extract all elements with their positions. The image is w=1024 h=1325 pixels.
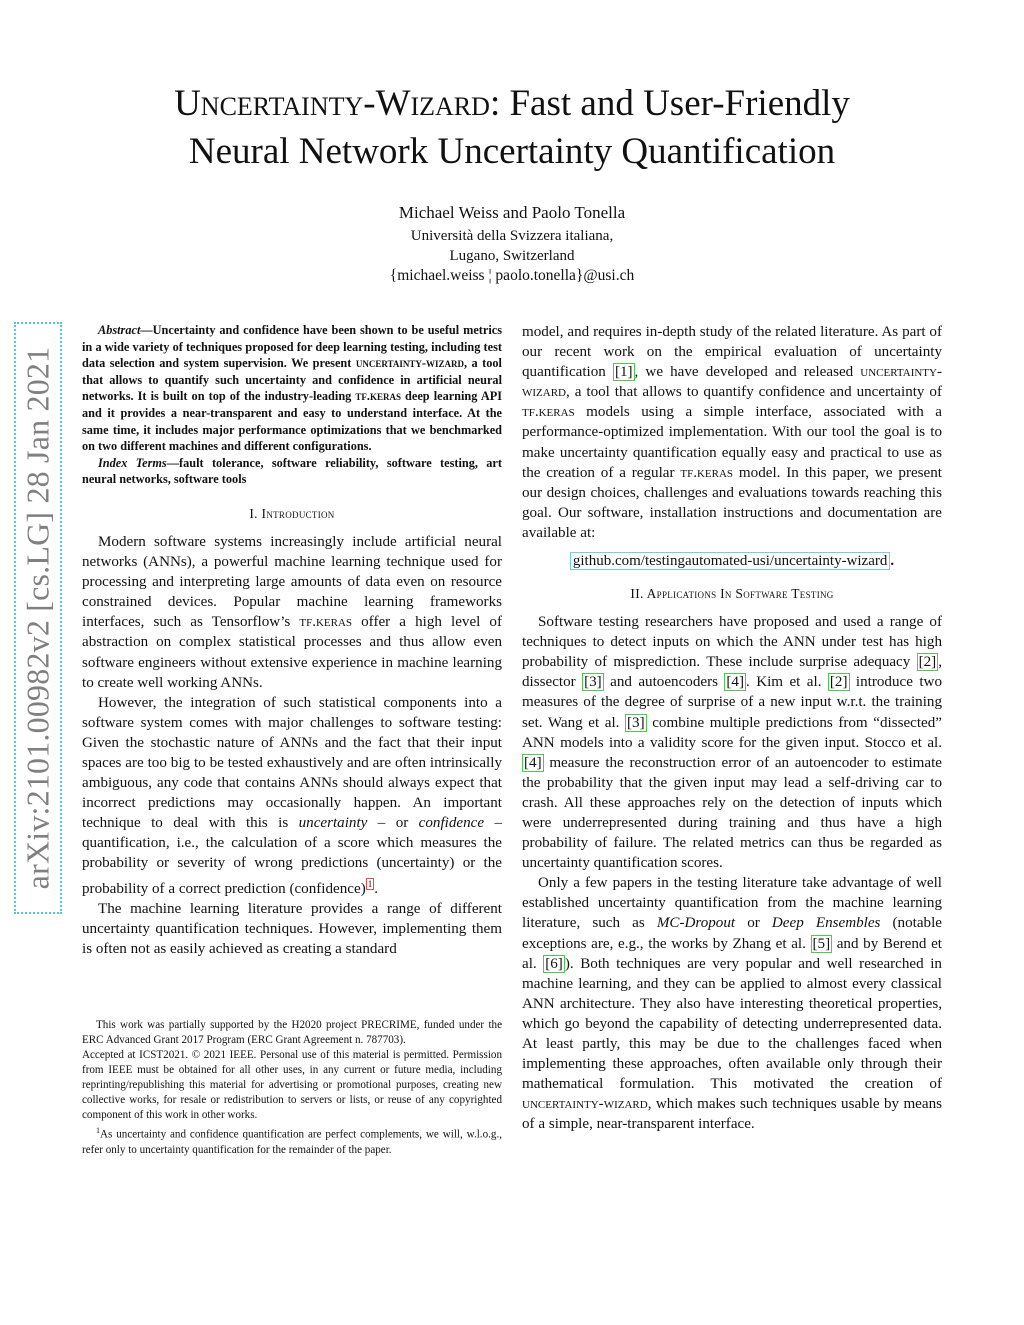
title-line2: Neural Network Uncertainty Quantification: [188, 131, 836, 172]
citation-link[interactable]: [1]: [614, 364, 633, 381]
title-tool-name: Uncertainty-Wizard: [174, 83, 490, 124]
affiliation-emails: {michael.weiss ¦ paolo.tonella}@usi.ch: [389, 267, 635, 284]
citation-link[interactable]: [4]: [524, 754, 542, 771]
citation-link[interactable]: [5]: [812, 935, 831, 952]
abstract: Abstract—Uncertainty and confidence have been shown to be useful metrics in a wide variety of techniques proposed for deep learning testing, including test data selection and system supervision. We present uncertainty-wizard, a tool that allows to quantify such uncertainty and confidence in artificial neural networks. It is built on top of the industry-leading tf.keras deep learning API and it provides a near-transparent and easy to understand interface. At the same time, it includes major performance optimizations that we benchmarked on two different machines and different configurations.: [82, 323, 502, 454]
citation-link[interactable]: [6]: [545, 955, 563, 972]
title-rest: : Fast and User-Friendly: [489, 83, 850, 124]
authors: Michael Weiss and Paolo Tonella: [398, 203, 626, 222]
index-terms-label: Index Terms: [98, 455, 167, 470]
section-heading-introduction: I. Introduction: [249, 505, 335, 521]
citation-link[interactable]: [2]: [918, 654, 937, 671]
intro-paragraph-2: However, the integration of such statistical components into a software system comes with major challenges to software testing: Given the stochastic nature of ANNs and the fact that their input spaces are too big to be tested exhaustively and are often intrinsically ambiguous, any code that contains ANNs should always expect that incorrect predictions may occasionally happen. An important technique to deal with this is uncertainty – or confidence – quantification, i.e., the calculation of a score which measures the probability or severity of wrong predictions (uncertainty) or the probability of a correct prediction (confidence) $^1$ .: [82, 694, 502, 897]
citation-link[interactable]: [3]: [584, 674, 602, 691]
applications-paragraph-1: Software testing researchers have proposed and used a range of techniques to detect inputs on which the ANN under test has high probability of misprediction. These include surprise adequacy [2] , dissector [3] and autoencoders [4] . Kim et al. [2] introduce two measures of the degree of surprise of a new input w.r.t. the training set. Wang et al. [3] combine multiple predictions from “dissected” ANN models into a validity score for the given input. Stocco et al. [4] measure the reconstruction error of an autoencoder to estimate the probability that the given input may lead a self-driving car to crash. All these approaches rely on the detection of inputs which were underrepresented during training and thus have a high probability of failure. The related metrics can thus be regarded as uncertainty quantification scores.: [522, 614, 942, 872]
footnotes: [82, 1018, 502, 1158]
copyright-note: Accepted at ICST2021. © 2021 IEEE. Personal use of this material is permitted. Permission from IEEE must be obtained for all other uses, in any current or future media, including reprinting/republishing this material for advertising or promotional purposes, creating new collective works, for resale or redistribution to servers or lists, or reuse of any copyrighted component of this work in other works.: [82, 1049, 502, 1121]
intro-paragraph-3-cont: model, and requires in-depth study of the related literature. As part of our recent work on the empirical evaluation of uncertainty quantification [1] , we have developed and released uncertainty-wizard, a tool that allows to quantify confidence and uncertainty of tf.keras models using a simple interface, associated with a performance-optimized implementation. With our tool the goal is to make uncertainty quantification equally easy and practical to use as the creation of a regular tf.keras model. In this paper, we present our design choices, challenges and evaluations towards reaching this goal. Our software, installation instructions and documentation are available at:: [522, 324, 942, 541]
github-repo-link[interactable]: github.com/testingautomated-usi/uncertainty-wizard: [570, 552, 891, 570]
citation-link[interactable]: [2]: [829, 674, 848, 691]
arxiv-id: arXiv:2101.00982v2 [cs.LG] 28 Jan 2021: [19, 346, 56, 890]
paper-title: [0, 80, 1024, 176]
affiliation-university: Università della Svizzera italiana,: [410, 228, 614, 244]
intro-paragraph-3: The machine learning literature provides a range of different uncertainty quantification techniques. However, implementing them is often not as easily achieved as creating a standard: [82, 900, 502, 957]
repo-link-line: github.com/testingautomated-usi/uncertainty-wizard .: [522, 553, 942, 570]
citation-link[interactable]: [4]: [726, 674, 745, 691]
index-terms: Index Terms—fault tolerance, software reliability, software testing, art neural networks, software tools: [82, 455, 502, 487]
applications-paragraph-2: Only a few papers in the testing literature take advantage of well established uncertainty quantification from the machine learning literature, such as MC-Dropout or Deep Ensembles (notable exceptions are, e.g., the works by Zhang et al. [5] and by Berend et al. [6] ). Both techniques are very popular and well researched in machine learning, and they can be applied to almost every classical ANN architecture. They also have interesting theoretical properties, which go beyond the capability of detecting underrepresented data. At least partly, this may be due to the challenges faced when implementing these approaches, often available only through their mathematical formulation. This motivated the creation of uncertainty-wizard, which makes such techniques usable by means of a simple, near-transparent interface.: [522, 875, 942, 1133]
affiliation-city: Lugano, Switzerland: [449, 248, 575, 264]
intro-paragraph-1: Modern software systems increasingly include artificial neural networks (ANNs), a powerful machine learning technique used for processing and interpreting large amounts of data even on resource constrained devices. Popular machine learning frameworks interfaces, such as Tensorflow’s tf.keras offer a high level of abstraction on complex statistical processes and thus allow even software engineers without extensive experience in machine learning to create well working ANNs.: [82, 533, 503, 691]
funding-note: This work was partially supported by the H2020 project PRECRIME, funded under the ERC Advanced Grant 2017 Program (ERC Grant Agreement n. 787703).: [82, 1019, 502, 1046]
abstract-label: Abstract: [98, 323, 141, 337]
arxiv-stamp: [14, 322, 62, 914]
right-column: [522, 322, 942, 1134]
footnote-1: $^1$As uncertainty and confidence quantification are perfect complements, we will, w.l.o.g., refer only to uncertainty quantification for the remainder of the paper.: [82, 1126, 502, 1156]
citation-link[interactable]: [3]: [627, 714, 645, 731]
section-heading-applications: II. Applications In Software Testing: [630, 586, 834, 602]
left-column: [82, 322, 502, 959]
footnote-link-1[interactable]: 1: [367, 878, 373, 889]
